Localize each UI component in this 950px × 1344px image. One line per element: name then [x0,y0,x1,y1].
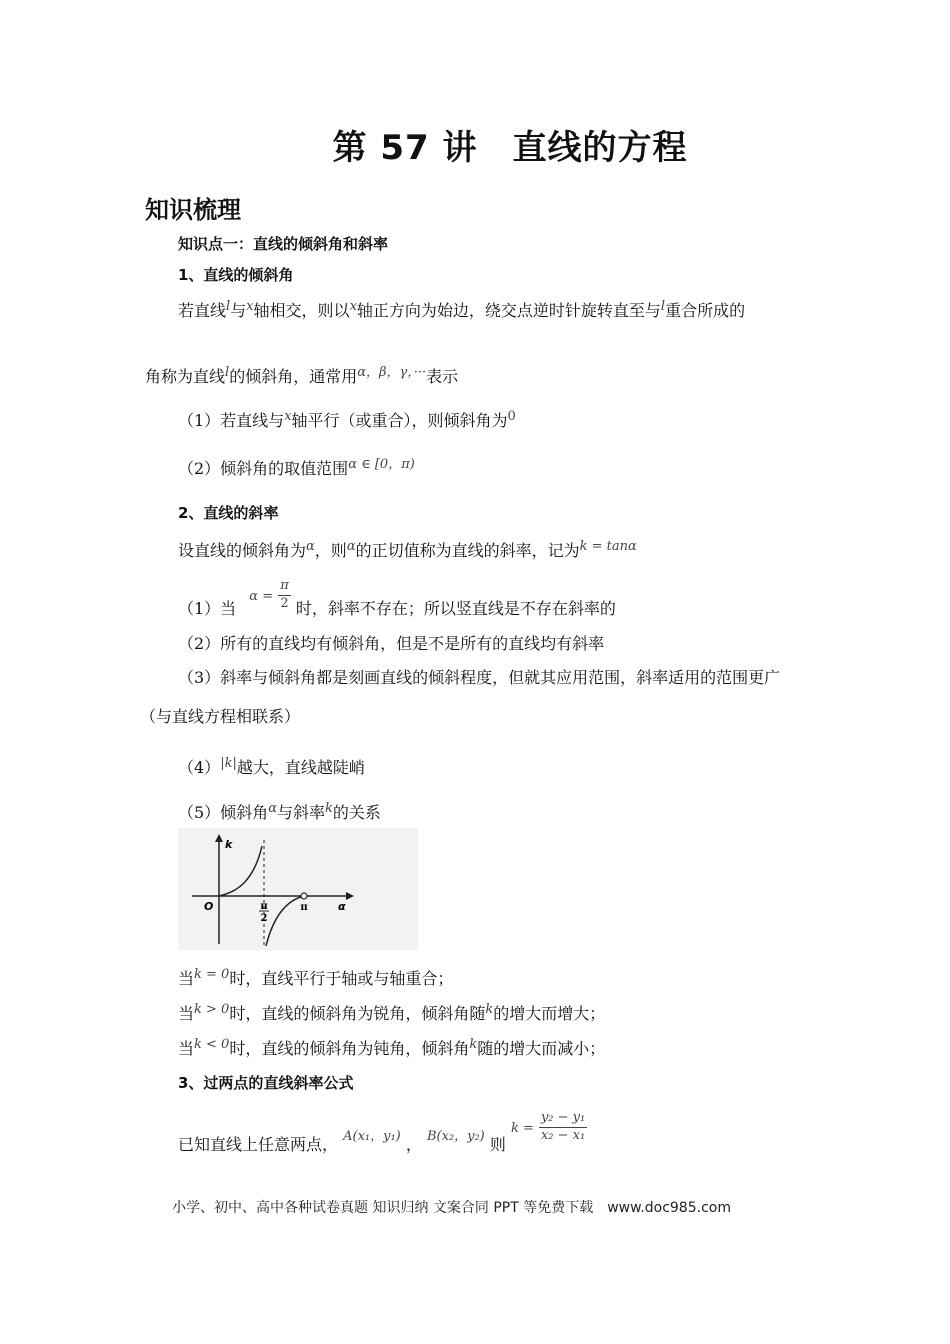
pi-point [301,893,307,899]
item-steepness: $(4)^{|k|}$越大，直线越陡峭 [178,756,365,777]
case-k-positive: 当$^{k > 0}$时，直线的倾斜角为锐角，倾斜角随$^k$的增大而增大； [178,1002,606,1023]
case-k-negative: 当$^{k < 0}$时，直线的倾斜角为钝角，倾斜角$^k$随的增大而减小； [178,1037,606,1058]
page-title: 第 57 讲 直线的方程 [332,128,688,168]
tangent-graph [178,828,418,950]
item-range: （2）倾斜角的取值范围$^{\alpha \in [0,\pi)}$ [178,457,415,478]
subheading-slope: 2、直线的斜率 [178,504,279,522]
subheading-inclination: 1、直线的倾斜角 [178,266,294,284]
item-relationship: （5）倾斜角$^\alpha$与斜率$^k$的关系 [178,801,381,822]
item-comparison-1: （3）斜率与倾斜角都是刻画直线的倾斜程度，但就其应用范围，斜率适用的范围更广 [178,668,781,687]
y-axis-label: k [225,838,233,851]
section-heading: 知识梳理 [145,196,241,224]
origin-label: O [204,900,214,913]
knowledge-point-heading: 知识点一：直线的倾斜角和斜率 [178,235,389,253]
x-axis-label: α [338,900,346,913]
case-k-zero: 当$^{k = 0}$时，直线平行于轴或与轴重合； [178,967,454,988]
half-pi-numerator: π [260,901,268,912]
paragraph-two-point-formula: 已知直线上任意两点， A(x₁，y₁) ， B(x₂，y₂) 则 $^{k =}$ $\frac{\text{y₂ − y₁}}{\text{x₂ − x₁}}$ [178,1110,586,1154]
item-comparison-2: （与直线方程相联系） [140,707,301,726]
fraction-pi-over-2: $\frac{\pi}{2}$ [280,578,289,611]
paragraph-definition-2: 角称为直线$^l$的倾斜角，通常用$^{\alpha,\beta,\gamma,\cdot\cdot\cdot}$表示 [145,365,459,386]
footer-text: 小学、初中、高中各种试卷真题 知识归纳 文案合同 PPT 等免费下载 www.doc985.com [172,1200,731,1216]
slope-fraction: $\frac{\text{y₂ − y₁}}{\text{x₂ − x₁}}$ [540,1110,586,1143]
item-all-lines: （2）所有的直线均有倾斜角，但是不是所有的直线均有斜率 [178,634,605,653]
item-parallel: （1）若直线与$^x$轴平行（或重合），则倾斜角为$^0$ [178,409,516,430]
subheading-two-point-slope: 3、过两点的直线斜率公式 [178,1074,354,1092]
paragraph-definition-1: 若直线$^l$与$^x$轴相交，则以$^x$轴正方向为始边，绕交点逆时针旋转直至与$^l$重合所成的 [178,299,746,320]
pi-label: π [300,902,308,913]
item-vertical-line: （1）当 α = $\frac{\pi}{2}$ 时，斜率不存在；所以竖直线是不存在斜率的 [178,578,616,618]
paragraph-slope-definition: 设直线的倾斜角为$^\alpha$，则$^\alpha$的正切值称为直线的斜率，记为$^{k = tan\alpha}$ [178,539,637,560]
half-pi-denominator: 2 [260,913,268,924]
